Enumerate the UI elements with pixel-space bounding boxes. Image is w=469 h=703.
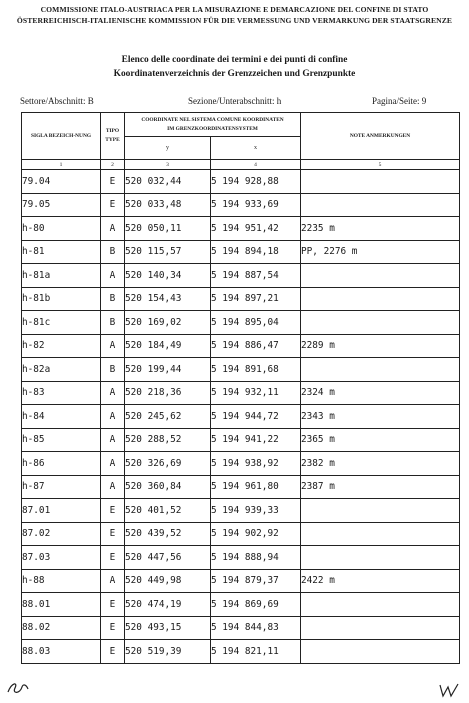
col-number: 1 (22, 160, 101, 170)
cell-note: 2343 m (301, 405, 460, 429)
cell-sigla: 79.05 (22, 193, 101, 217)
cell-coordinate-y: 520 449,98 (125, 569, 211, 593)
cell-note (301, 546, 460, 570)
cell-note (301, 287, 460, 311)
cell-tipo: A (101, 452, 125, 476)
col-header-sigla: SIGLA BEZEICH-NUNG (22, 113, 101, 160)
cell-sigla: h-86 (22, 452, 101, 476)
commission-title-de: ÖSTERREICHISCH-ITALIENISCHE KOMMISSION FÜR DIE VERMESSUNG UND VERMARKUNG DER STAATSGRENZE (16, 16, 453, 25)
initials-right (437, 682, 461, 703)
cell-coordinate-x: 5 194 951,42 (211, 217, 301, 241)
table-row (22, 640, 460, 664)
cell-coordinate-x: 5 194 961,80 (211, 475, 301, 499)
table-row (22, 522, 460, 546)
cell-tipo: B (101, 240, 125, 264)
cell-sigla: h-85 (22, 428, 101, 452)
cell-sigla: 88.01 (22, 593, 101, 617)
cell-sigla: h-82a (22, 358, 101, 382)
cell-coordinate-x: 5 194 928,88 (211, 170, 301, 194)
cell-tipo: E (101, 546, 125, 570)
cell-coordinate-x: 5 194 869,69 (211, 593, 301, 617)
table-row (22, 499, 460, 523)
cell-tipo: A (101, 334, 125, 358)
cell-sigla: h-81c (22, 311, 101, 335)
cell-note (301, 170, 460, 194)
col-number: 2 (101, 160, 125, 170)
cell-coordinate-x: 5 194 891,68 (211, 358, 301, 382)
cell-sigla: 87.02 (22, 522, 101, 546)
cell-tipo: B (101, 287, 125, 311)
cell-coordinate-y: 520 169,02 (125, 311, 211, 335)
cell-note: 2365 m (301, 428, 460, 452)
cell-tipo: E (101, 593, 125, 617)
cell-coordinate-x: 5 194 902,92 (211, 522, 301, 546)
col-header-coordinates: COORDINATE NEL SISTEMA COMUNE KOORDINATEN IM GRENZKOORDINATENSYSTEM (125, 113, 301, 137)
cell-note: 2387 m (301, 475, 460, 499)
col-number: 3 (125, 160, 211, 170)
cell-coordinate-y: 520 050,11 (125, 217, 211, 241)
cell-coordinate-y: 520 326,69 (125, 452, 211, 476)
col-header-x: x (211, 137, 301, 160)
cell-note (301, 358, 460, 382)
cell-tipo: E (101, 522, 125, 546)
page-label: Pagina/Seite: 9 (372, 96, 427, 106)
col-number: 5 (301, 160, 460, 170)
cell-coordinate-y: 520 439,52 (125, 522, 211, 546)
cell-coordinate-y: 520 154,43 (125, 287, 211, 311)
cell-coordinate-x: 5 194 939,33 (211, 499, 301, 523)
table-row (22, 311, 460, 335)
cell-sigla: h-83 (22, 381, 101, 405)
cell-coordinate-x: 5 194 933,69 (211, 193, 301, 217)
table-row (22, 264, 460, 288)
initials-left (6, 680, 32, 701)
cell-note: PP, 2276 m (301, 240, 460, 264)
cell-tipo: E (101, 616, 125, 640)
cell-sigla: 87.01 (22, 499, 101, 523)
cell-sigla: 88.03 (22, 640, 101, 664)
cell-tipo: B (101, 358, 125, 382)
table-row (22, 428, 460, 452)
table-row (22, 616, 460, 640)
cell-coordinate-x: 5 194 941,22 (211, 428, 301, 452)
cell-coordinate-x: 5 194 895,04 (211, 311, 301, 335)
cell-coordinate-y: 520 184,49 (125, 334, 211, 358)
document-title-it: Elenco delle coordinate dei termini e dei punti di confine (121, 55, 348, 65)
table-body (22, 170, 460, 664)
cell-coordinate-y: 520 519,39 (125, 640, 211, 664)
cell-sigla: h-87 (22, 475, 101, 499)
cell-sigla: h-88 (22, 569, 101, 593)
cell-tipo: A (101, 569, 125, 593)
table-row (22, 358, 460, 382)
cell-coordinate-y: 520 360,84 (125, 475, 211, 499)
cell-coordinate-x: 5 194 944,72 (211, 405, 301, 429)
cell-note: 2289 m (301, 334, 460, 358)
cell-sigla: 87.03 (22, 546, 101, 570)
cell-coordinate-y: 520 140,34 (125, 264, 211, 288)
cell-coordinate-y: 520 033,48 (125, 193, 211, 217)
cell-note (301, 311, 460, 335)
cell-tipo: A (101, 405, 125, 429)
table-row (22, 405, 460, 429)
table-row (22, 593, 460, 617)
table-row (22, 475, 460, 499)
cell-coordinate-x: 5 194 887,54 (211, 264, 301, 288)
cell-tipo: E (101, 193, 125, 217)
cell-coordinate-y: 520 493,15 (125, 616, 211, 640)
sector-label: Settore/Abschnitt: B (20, 96, 94, 106)
col-header-note: NOTE ANMERKUNGEN (301, 113, 460, 160)
cell-note: 2422 m (301, 569, 460, 593)
cell-note: 2235 m (301, 217, 460, 241)
table-row (22, 381, 460, 405)
cell-note (301, 193, 460, 217)
cell-tipo: A (101, 428, 125, 452)
cell-coordinate-x: 5 194 886,47 (211, 334, 301, 358)
cell-tipo: A (101, 475, 125, 499)
cell-tipo: E (101, 640, 125, 664)
commission-title-it: COMMISSIONE ITALO-AUSTRIACA PER LA MISURAZIONE E DEMARCAZIONE DEL CONFINE DI STATO (40, 5, 429, 14)
cell-sigla: h-81b (22, 287, 101, 311)
cell-sigla: 88.02 (22, 616, 101, 640)
section-label: Sezione/Unterabschnitt: h (188, 96, 282, 106)
cell-note: 2324 m (301, 381, 460, 405)
cell-note (301, 499, 460, 523)
cell-tipo: A (101, 217, 125, 241)
cell-coordinate-x: 5 194 879,37 (211, 569, 301, 593)
cell-note (301, 616, 460, 640)
cell-coordinate-y: 520 245,62 (125, 405, 211, 429)
table-row (22, 287, 460, 311)
cell-coordinate-y: 520 474,19 (125, 593, 211, 617)
cell-note (301, 593, 460, 617)
cell-coordinate-y: 520 115,57 (125, 240, 211, 264)
cell-coordinate-y: 520 447,56 (125, 546, 211, 570)
cell-sigla: h-82 (22, 334, 101, 358)
cell-coordinate-x: 5 194 938,92 (211, 452, 301, 476)
document-title-de: Koordinatenverzeichnis der Grenzzeichen und Grenzpunkte (113, 69, 356, 79)
table-row (22, 569, 460, 593)
table-row (22, 170, 460, 194)
cell-tipo: E (101, 499, 125, 523)
cell-coordinate-y: 520 288,52 (125, 428, 211, 452)
cell-tipo: A (101, 264, 125, 288)
cell-tipo: A (101, 381, 125, 405)
coordinates-table (21, 112, 460, 664)
cell-note (301, 640, 460, 664)
cell-coordinate-x: 5 194 888,94 (211, 546, 301, 570)
table-row (22, 452, 460, 476)
cell-sigla: h-80 (22, 217, 101, 241)
cell-coordinate-x: 5 194 897,21 (211, 287, 301, 311)
cell-sigla: h-84 (22, 405, 101, 429)
cell-coordinate-x: 5 194 844,83 (211, 616, 301, 640)
cell-sigla: h-81 (22, 240, 101, 264)
table-row (22, 240, 460, 264)
col-number: 4 (211, 160, 301, 170)
cell-sigla: 79.04 (22, 170, 101, 194)
cell-coordinate-x: 5 194 894,18 (211, 240, 301, 264)
col-header-tipo: TIPO TYPE (101, 113, 125, 160)
cell-sigla: h-81a (22, 264, 101, 288)
cell-coordinate-y: 520 199,44 (125, 358, 211, 382)
cell-coordinate-y: 520 218,36 (125, 381, 211, 405)
cell-coordinate-y: 520 401,52 (125, 499, 211, 523)
table-row (22, 546, 460, 570)
cell-tipo: B (101, 311, 125, 335)
table-row (22, 193, 460, 217)
cell-coordinate-x: 5 194 932,11 (211, 381, 301, 405)
cell-coordinate-y: 520 032,44 (125, 170, 211, 194)
handwritten-initials-icon (437, 682, 461, 698)
table-row (22, 217, 460, 241)
cell-tipo: E (101, 170, 125, 194)
table-row (22, 334, 460, 358)
cell-note (301, 264, 460, 288)
cell-note: 2382 m (301, 452, 460, 476)
col-header-y: y (125, 137, 211, 160)
handwritten-initials-icon (6, 680, 32, 696)
cell-coordinate-x: 5 194 821,11 (211, 640, 301, 664)
cell-note (301, 522, 460, 546)
